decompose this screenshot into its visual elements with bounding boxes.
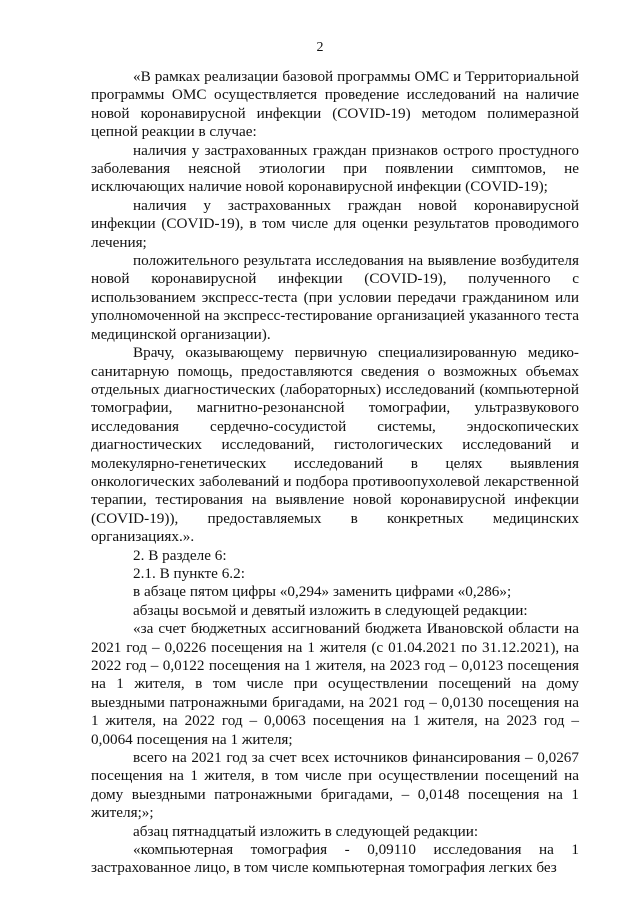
paragraph-4: положительного результата исследования на выявление возбудителя новой коронавирусной инфекции (COVID-19), полученного с использованием экспресс-теста (при условии передачи гражданином или уполномоченной на экспресс-тестирование организацией указанного теста медицинской организации). bbox=[91, 252, 579, 343]
paragraph-5: Врачу, оказывающему первичную специализированную медико-санитарную помощь, предоставляются сведения о возможных объемах отдельных диагностических (лабораторных) исследований (компьютерной томографии, магнитно-резонансной томографии, ультразвукового исследования сердечно-сосудистой системы, эндоскопических диагностических исследований, гистологических исследований и молекулярно-генетических исследований в целях выявления онкологических заболеваний и подбора противоопухолевой лекарственной терапии, тестирования на выявление новой коронавирусной инфекции (COVID-19)), предоставляемых в конкретных медицинских организациях.». bbox=[91, 344, 579, 546]
document-body bbox=[91, 68, 579, 878]
paragraph-7: 2.1. В пункте 6.2: bbox=[133, 564, 245, 582]
paragraph-10: «за счет бюджетных ассигнований бюджета Ивановской области на 2021 год – 0,0226 посещения на 1 жителя (с 01.04.2021 по 31.12.2021), на 2022 год – 0,0122 посещения на 1 жителя, на 2023 год – 0,0123 посещения на 1 жителя, в том числе при осуществлении посещений на дому выездными патронажными бригадами, на 2021 год – 0,0130 посещения на 1 жителя, на 2022 год – 0,0063 посещения на 1 жителя, на 2023 год – 0,0064 посещения на 1 жителя; bbox=[91, 620, 579, 748]
paragraph-13: «компьютерная томография - 0,09110 исследования на 1 застрахованное лицо, в том числе компьютерная томография легких без bbox=[91, 841, 579, 877]
paragraph-6: 2. В разделе 6: bbox=[133, 546, 227, 564]
paragraph-9: абзацы восьмой и девятый изложить в следующей редакции: bbox=[133, 601, 528, 619]
paragraph-1: «В рамках реализации базовой программы ОМС и Территориальной программы ОМС осуществляется проведение исследований на наличие новой коронавирусной инфекции (COVID-19) методом полимеразной цепной реакции в случае: bbox=[91, 68, 579, 141]
paragraph-11: всего на 2021 год за счет всех источников финансирования – 0,0267 посещения на 1 жителя, в том числе при осуществлении посещений на дому выездными патронажными бригадами, – 0,0148 посещения на 1 жителя;»; bbox=[91, 749, 579, 822]
paragraph-2: наличия у застрахованных граждан признаков острого простудного заболевания неясной этиологии при появлении симптомов, не исключающих наличие новой коронавирусной инфекции (COVID-19); bbox=[91, 141, 579, 196]
paragraph-12: абзац пятнадцатый изложить в следующей редакции: bbox=[133, 822, 479, 840]
paragraph-8: в абзаце пятом цифры «0,294» заменить цифрами «0,286»; bbox=[133, 583, 512, 601]
page-number: 2 bbox=[316, 40, 324, 55]
paragraph-3: наличия у застрахованных граждан новой коронавирусной инфекции (COVID-19), в том числе для оценки результатов проводимого лечения; bbox=[91, 196, 579, 251]
